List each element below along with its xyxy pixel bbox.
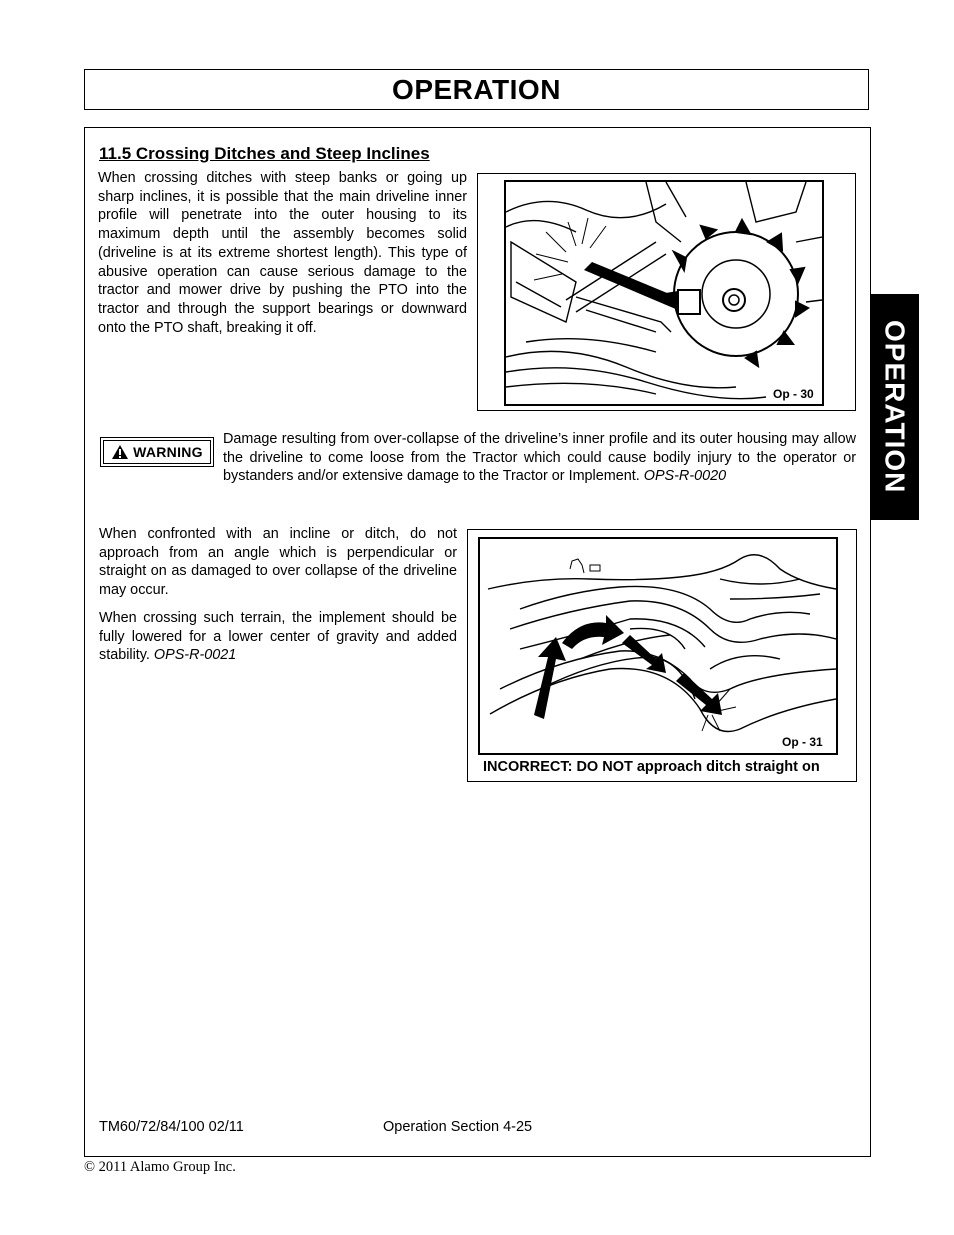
warning-badge-label: WARNING [133,444,203,460]
terrain-ref: OPS-R-0021 [153,647,237,664]
warning-badge [100,437,214,467]
driveline-illustration [506,182,822,404]
footer-section: Operation Section 4-25 [383,1119,533,1135]
figure-ditch-frame [478,537,838,755]
page-header [84,69,869,110]
figure-driveline-label: Op - 30 [773,387,814,401]
warning-ref: OPS-R-0020 [643,468,727,485]
footer-model: TM60/72/84/100 02/11 [99,1119,244,1135]
warning-badge-inner [103,440,211,464]
ditch-illustration [480,539,836,753]
page-title: OPERATION [392,73,561,105]
terrain-paragraph [99,609,457,665]
figure-driveline [477,173,856,411]
warning-triangle-icon [111,444,129,460]
terrain-text: When crossing such terrain, the implement should be fully lowered for a lower center of gravity and added stability. [99,610,457,664]
figure-driveline-frame [504,180,824,406]
side-tab-label: OPERATION [879,320,911,494]
figure-ditch-label: Op - 31 [782,735,823,749]
section-side-tab [870,294,919,520]
warning-text: Damage resulting from over-collapse of the driveline’s inner profile and its outer housing may allow the driveline to come loose from the Tractor which could cause bodily injury to the operator or bystanders and/or extensive damage to the Tractor or Implement. [223,431,856,485]
intro-paragraph: When crossing ditches with steep banks or going up sharp inclines, it is possible that the main driveline inner profile will penetrate into the outer housing to its maximum depth until the assembly becomes solid (driveline is at its extreme shortest length). This type of abusive operation can cause serious damage to the tractor and mower drive by pushing the PTO into the tractor and through the support bearings or downward onto the PTO shaft, breaking it off. [98,170,467,336]
warning-paragraph [223,430,856,486]
section-title: 11.5 Crossing Ditches and Steep Inclines [99,144,430,163]
incline-paragraph: When confronted with an incline or ditch, do not approach from an angle which is perpendicular or straight on as damaged to over collapse of the driveline may occur. [99,526,457,599]
copyright: © 2011 Alamo Group Inc. [84,1159,236,1175]
figure-ditch [467,529,857,782]
figure-ditch-caption: INCORRECT: DO NOT approach ditch straight on [483,759,820,775]
